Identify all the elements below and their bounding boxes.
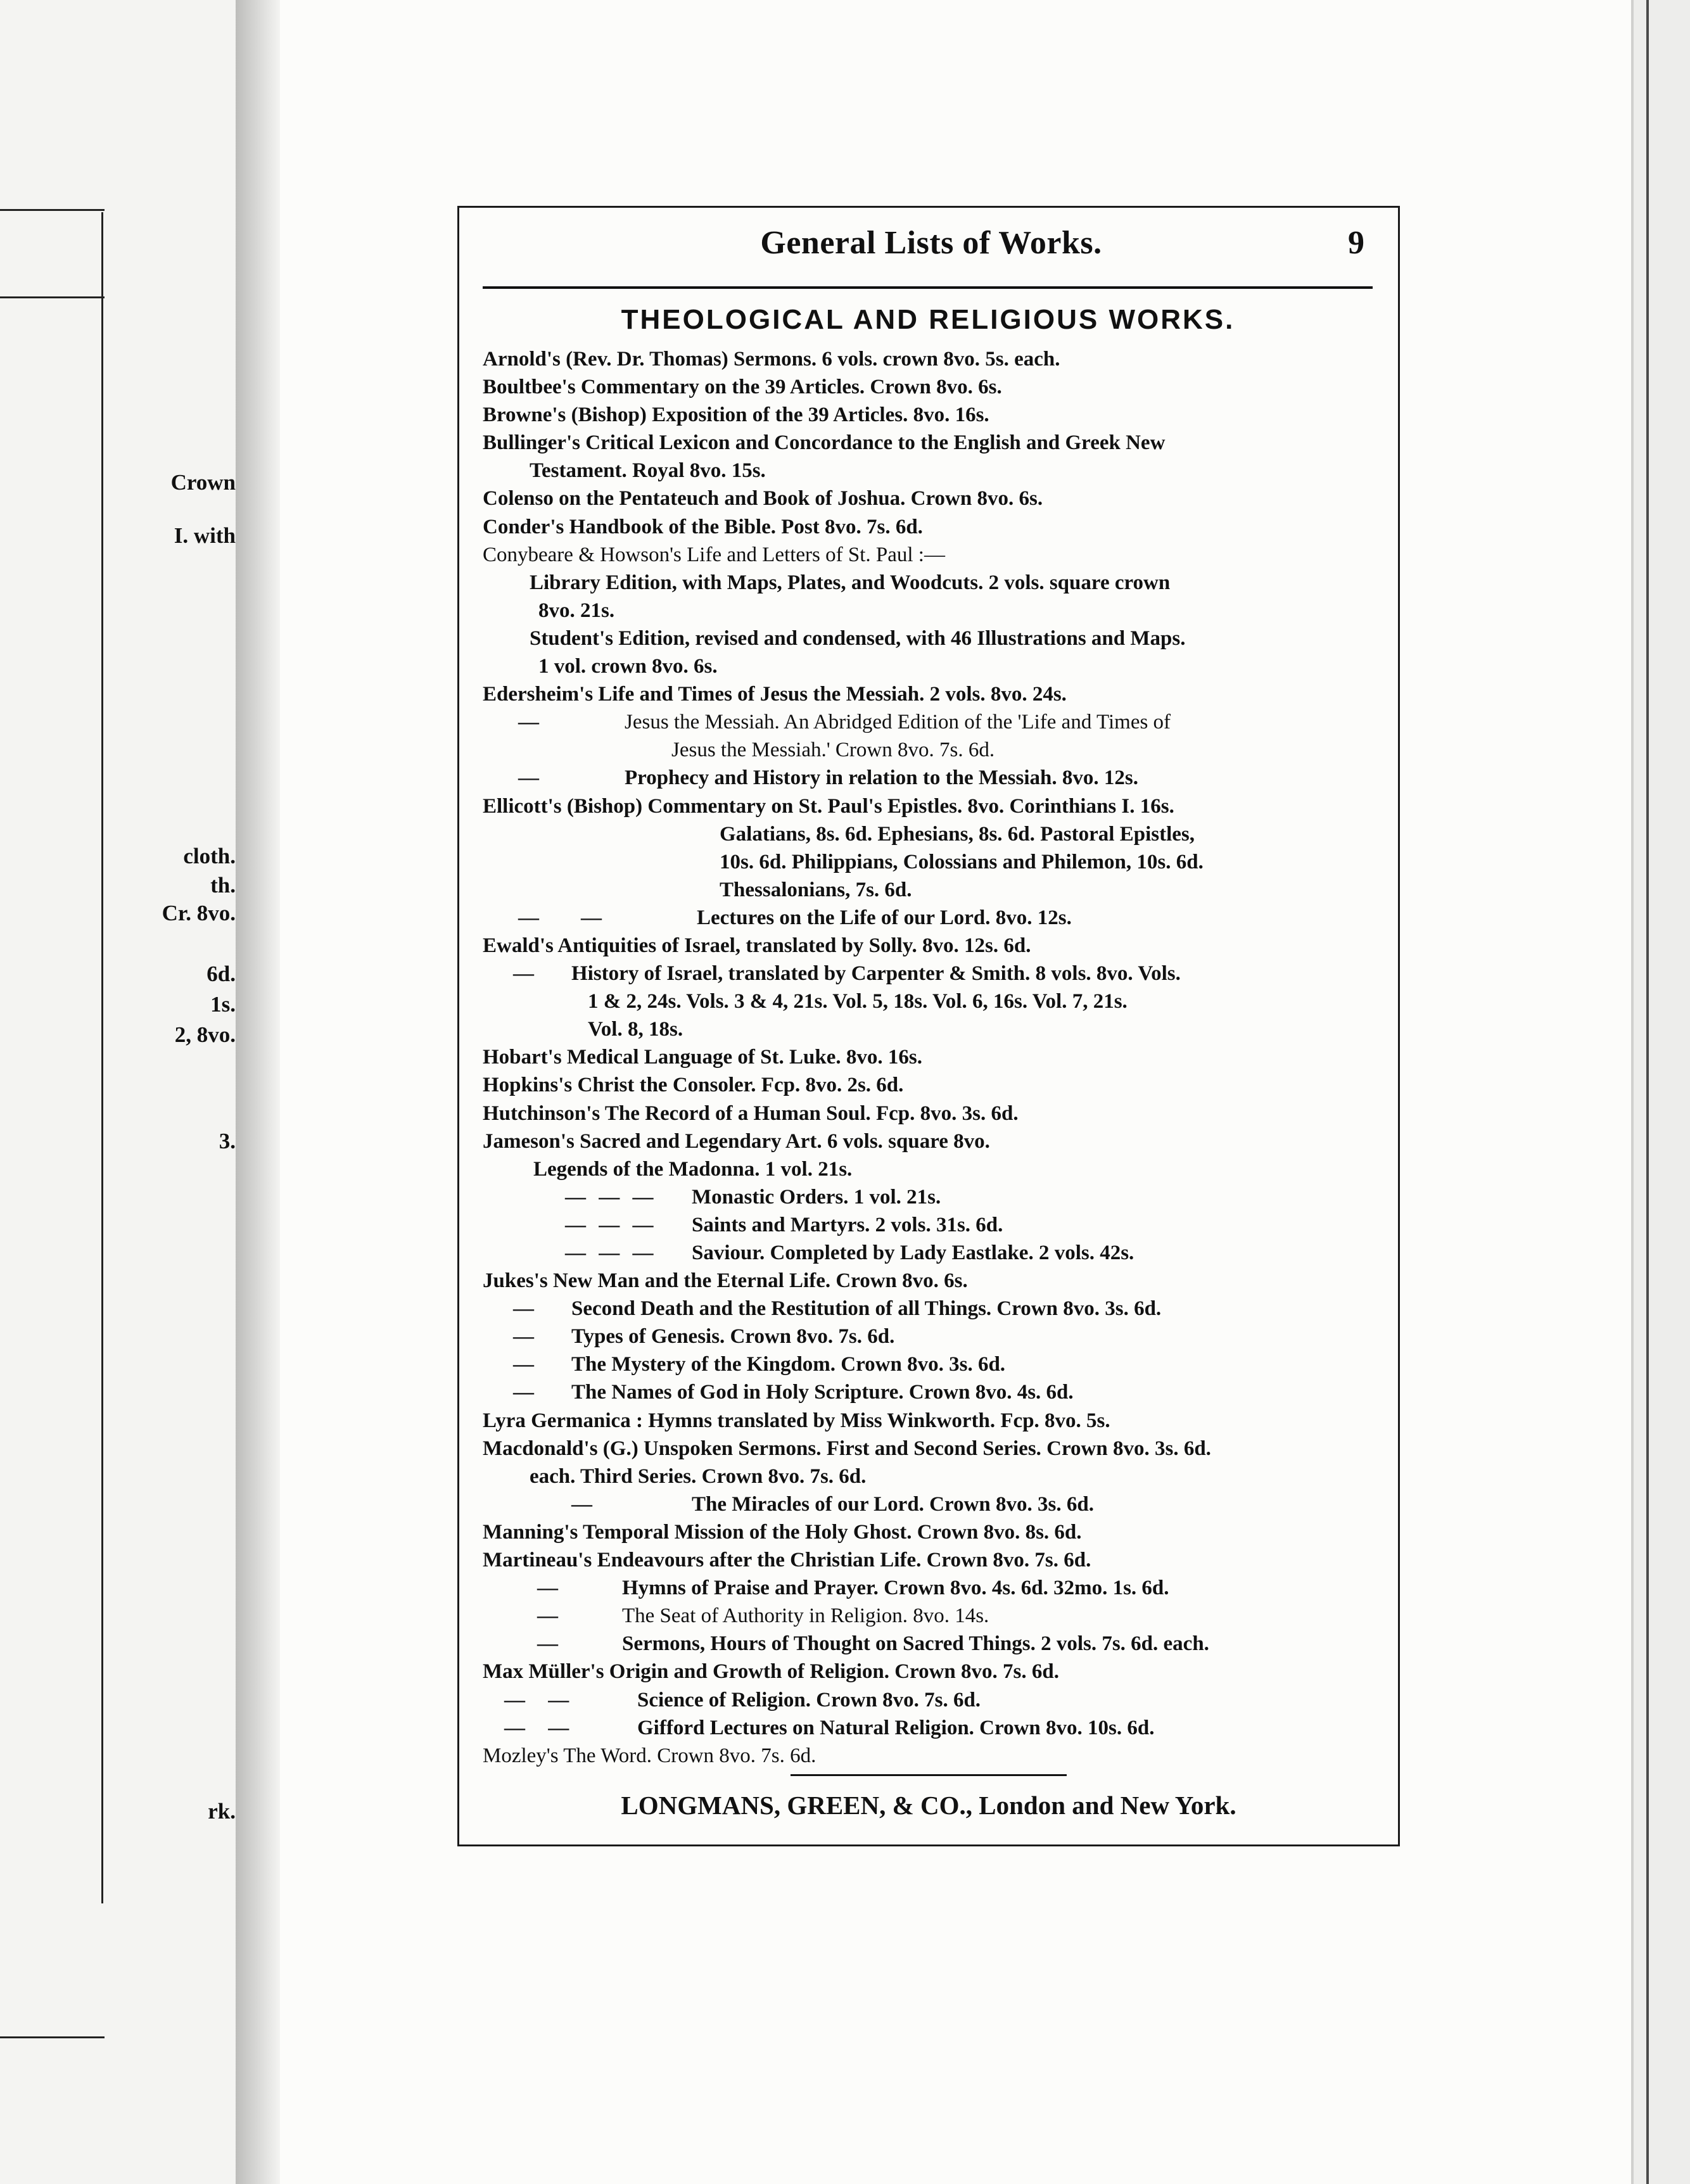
left-page-edge bbox=[0, 0, 239, 2184]
entry-line: 8vo. 21s. bbox=[538, 599, 615, 622]
ditto-dash: — — bbox=[504, 1688, 578, 1711]
entry-line: Ewald's Antiquities of Israel, translated by Solly. 8vo. 12s. 6d. bbox=[483, 934, 1031, 957]
entry-line: — Hymns of Praise and Prayer. Crown 8vo. 4s. 6d. 32mo. 1s. 6d. bbox=[483, 1574, 1375, 1602]
entry-line: Jukes's New Man and the Eternal Life. Crown 8vo. 6s. bbox=[483, 1269, 968, 1293]
entry-line: Arnold's (Rev. Dr. Thomas) Sermons. 6 vols. crown 8vo. 5s. each. bbox=[483, 348, 1060, 371]
entry-line: Conder's Handbook of the Bible. Post 8vo. 7s. 6d. bbox=[483, 515, 923, 538]
left-page-rule-bottom bbox=[0, 2036, 105, 2038]
entry-line: Thessalonians, 7s. 6d. bbox=[720, 878, 912, 901]
entry-line: — — — Saviour. Completed by Lady Eastlake. 2 vols. 42s. bbox=[483, 1239, 1375, 1267]
left-page-fragment: th. bbox=[210, 873, 236, 898]
entry-line: Bullinger's Critical Lexicon and Concordance to the English and Greek New bbox=[483, 431, 1166, 455]
entry-line: Max Müller's Origin and Growth of Religion. Crown 8vo. 7s. 6d. bbox=[483, 1660, 1059, 1684]
left-page-fragment: rk. bbox=[208, 1799, 236, 1824]
entry-line: Colenso on the Pentateuch and Book of Joshua. Crown 8vo. 6s. bbox=[483, 487, 1043, 511]
ditto-dash: — bbox=[571, 1492, 592, 1516]
left-page-fragment: cloth. bbox=[183, 844, 236, 868]
entry-line: Hopkins's Christ the Consoler. Fcp. 8vo. 2s. 6d. bbox=[483, 1074, 904, 1097]
entry-line: — Jesus the Messiah. An Abridged Edition of the 'Life and Times of bbox=[483, 708, 1375, 736]
entry-line: each. Third Series. Crown 8vo. 7s. 6d. bbox=[530, 1464, 867, 1488]
entry-line: Manning's Temporal Mission of the Holy Ghost. Crown 8vo. 8s. 6d. bbox=[483, 1520, 1082, 1544]
entry-line: Legends of the Madonna. 1 vol. 21s. bbox=[533, 1157, 853, 1181]
running-head: General Lists of Works. bbox=[760, 225, 1102, 261]
entry-line: — — Gifford Lectures on Natural Religion. Crown 8vo. 10s. 6d. bbox=[483, 1714, 1375, 1742]
left-page-fragment: 6d. bbox=[206, 962, 236, 986]
entry-line: — Prophecy and History in relation to the Messiah. 8vo. 12s. bbox=[483, 764, 1375, 792]
entry-line: — — — Saints and Martyrs. 2 vols. 31s. 6d. bbox=[483, 1211, 1375, 1239]
ditto-dash: — bbox=[513, 1325, 534, 1349]
entry-list bbox=[483, 345, 1375, 1770]
ditto-dash: — bbox=[518, 711, 539, 734]
entry-line: Edersheim's Life and Times of Jesus the Messiah. 2 vols. 8vo. 24s. bbox=[483, 683, 1067, 706]
left-page-fragment: 3. bbox=[219, 1129, 236, 1153]
left-page-fragment: Crown bbox=[170, 470, 236, 495]
entry-line: Hobart's Medical Language of St. Luke. 8vo. 16s. bbox=[483, 1046, 922, 1069]
entry-line: — The Mystery of the Kingdom. Crown 8vo. 3s. 6d. bbox=[483, 1350, 1375, 1378]
left-page-fragment: I. with bbox=[174, 523, 236, 548]
entry-line: Hutchinson's The Record of a Human Soul. Fcp. 8vo. 3s. 6d. bbox=[483, 1102, 1019, 1125]
entry-line: — Types of Genesis. Crown 8vo. 7s. 6d. bbox=[483, 1323, 1375, 1350]
left-page-fragment: 2, 8vo. bbox=[174, 1022, 236, 1047]
left-page-fragment: 1s. bbox=[210, 992, 236, 1017]
entry-line: 1 & 2, 24s. Vols. 3 & 4, 21s. Vol. 5, 18s. Vol. 6, 16s. Vol. 7, 21s. bbox=[588, 990, 1128, 1013]
entry-line: 1 vol. crown 8vo. 6s. bbox=[538, 655, 718, 678]
entry-line: Mozley's The Word. Crown 8vo. 7s. 6d. bbox=[483, 1744, 816, 1767]
ditto-dash: — bbox=[537, 1632, 558, 1656]
entry-line: Macdonald's (G.) Unspoken Sermons. First and Second Series. Crown 8vo. 3s. 6d. bbox=[483, 1437, 1211, 1460]
entry-line: — The Seat of Authority in Religion. 8vo. 14s. bbox=[483, 1602, 1375, 1630]
entry-line: — Sermons, Hours of Thought on Sacred Things. 2 vols. 7s. 6d. each. bbox=[483, 1630, 1375, 1658]
ditto-dash: — — bbox=[504, 1716, 578, 1739]
entry-line: Lyra Germanica : Hymns translated by Miss Winkworth. Fcp. 8vo. 5s. bbox=[483, 1409, 1110, 1432]
ditto-dash: — bbox=[537, 1604, 558, 1628]
entry-line: — — Science of Religion. Crown 8vo. 7s. 6d. bbox=[483, 1686, 1375, 1714]
entry-line: 10s. 6d. Philippians, Colossians and Philemon, 10s. 6d. bbox=[720, 850, 1204, 873]
right-page-edge bbox=[1631, 0, 1690, 2184]
entry-line: — — — Monastic Orders. 1 vol. 21s. bbox=[483, 1183, 1375, 1211]
ditto-dash: — bbox=[513, 962, 534, 986]
publisher-imprint: LONGMANS, GREEN, & CO., London and New York. bbox=[621, 1791, 1236, 1820]
header-rule bbox=[483, 286, 1373, 289]
entry-line: — The Miracles of our Lord. Crown 8vo. 3s. 6d. bbox=[483, 1490, 1375, 1518]
page-number: 9 bbox=[1348, 225, 1364, 261]
ditto-dash: — — — bbox=[565, 1213, 658, 1236]
left-page-rule bbox=[0, 296, 105, 298]
entry-line: Jesus the Messiah.' Crown 8vo. 7s. 6d. bbox=[671, 739, 995, 762]
entry-line: Ellicott's (Bishop) Commentary on St. Paul's Epistles. 8vo. Corinthians I. 16s. bbox=[483, 794, 1174, 818]
ditto-dash: — bbox=[513, 1381, 534, 1404]
entry-line: Student's Edition, revised and condensed, with 46 Illustrations and Maps. bbox=[530, 626, 1186, 650]
entry-line: Library Edition, with Maps, Plates, and Woodcuts. 2 vols. square crown bbox=[530, 571, 1171, 594]
entry-line: Jameson's Sacred and Legendary Art. 6 vols. square 8vo. bbox=[483, 1129, 990, 1153]
ditto-dash: — bbox=[513, 1353, 534, 1376]
entry-line: Vol. 8, 18s. bbox=[588, 1018, 683, 1041]
ditto-dash: — — — bbox=[565, 1241, 658, 1264]
ditto-dash: — — bbox=[518, 906, 602, 929]
left-page-rule-top bbox=[0, 209, 105, 211]
entry-line: Browne's (Bishop) Exposition of the 39 Articles. 8vo. 16s. bbox=[483, 403, 989, 427]
left-page-frame-line bbox=[101, 212, 103, 1903]
entry-line: — History of Israel, translated by Carpenter & Smith. 8 vols. 8vo. Vols. bbox=[483, 960, 1375, 987]
entry-line: Testament. Royal 8vo. 15s. bbox=[530, 459, 766, 483]
footer-rule bbox=[791, 1774, 1067, 1776]
entry-line: Galatians, 8s. 6d. Ephesians, 8s. 6d. Pastoral Epistles, bbox=[720, 822, 1195, 846]
entry-line: — The Names of God in Holy Scripture. Crown 8vo. 4s. 6d. bbox=[483, 1378, 1375, 1406]
ditto-dash: — bbox=[537, 1577, 558, 1600]
gutter-shadow bbox=[236, 0, 280, 2184]
ditto-dash: — bbox=[518, 766, 539, 790]
ditto-dash: — — — bbox=[565, 1185, 658, 1209]
entry-line: Martineau's Endeavours after the Christian Life. Crown 8vo. 7s. 6d. bbox=[483, 1549, 1091, 1572]
entry-line: Boultbee's Commentary on the 39 Articles. Crown 8vo. 6s. bbox=[483, 376, 1002, 399]
left-page-fragment: Cr. 8vo. bbox=[162, 901, 236, 925]
ditto-dash: — bbox=[513, 1297, 534, 1321]
section-title: THEOLOGICAL AND RELIGIOUS WORKS. bbox=[621, 304, 1235, 335]
entry-line: Conybeare & Howson's Life and Letters of St. Paul :— bbox=[483, 543, 945, 566]
entry-line: — — Lectures on the Life of our Lord. 8vo. 12s. bbox=[483, 904, 1375, 932]
entry-line: — Second Death and the Restitution of all Things. Crown 8vo. 3s. 6d. bbox=[483, 1295, 1375, 1323]
